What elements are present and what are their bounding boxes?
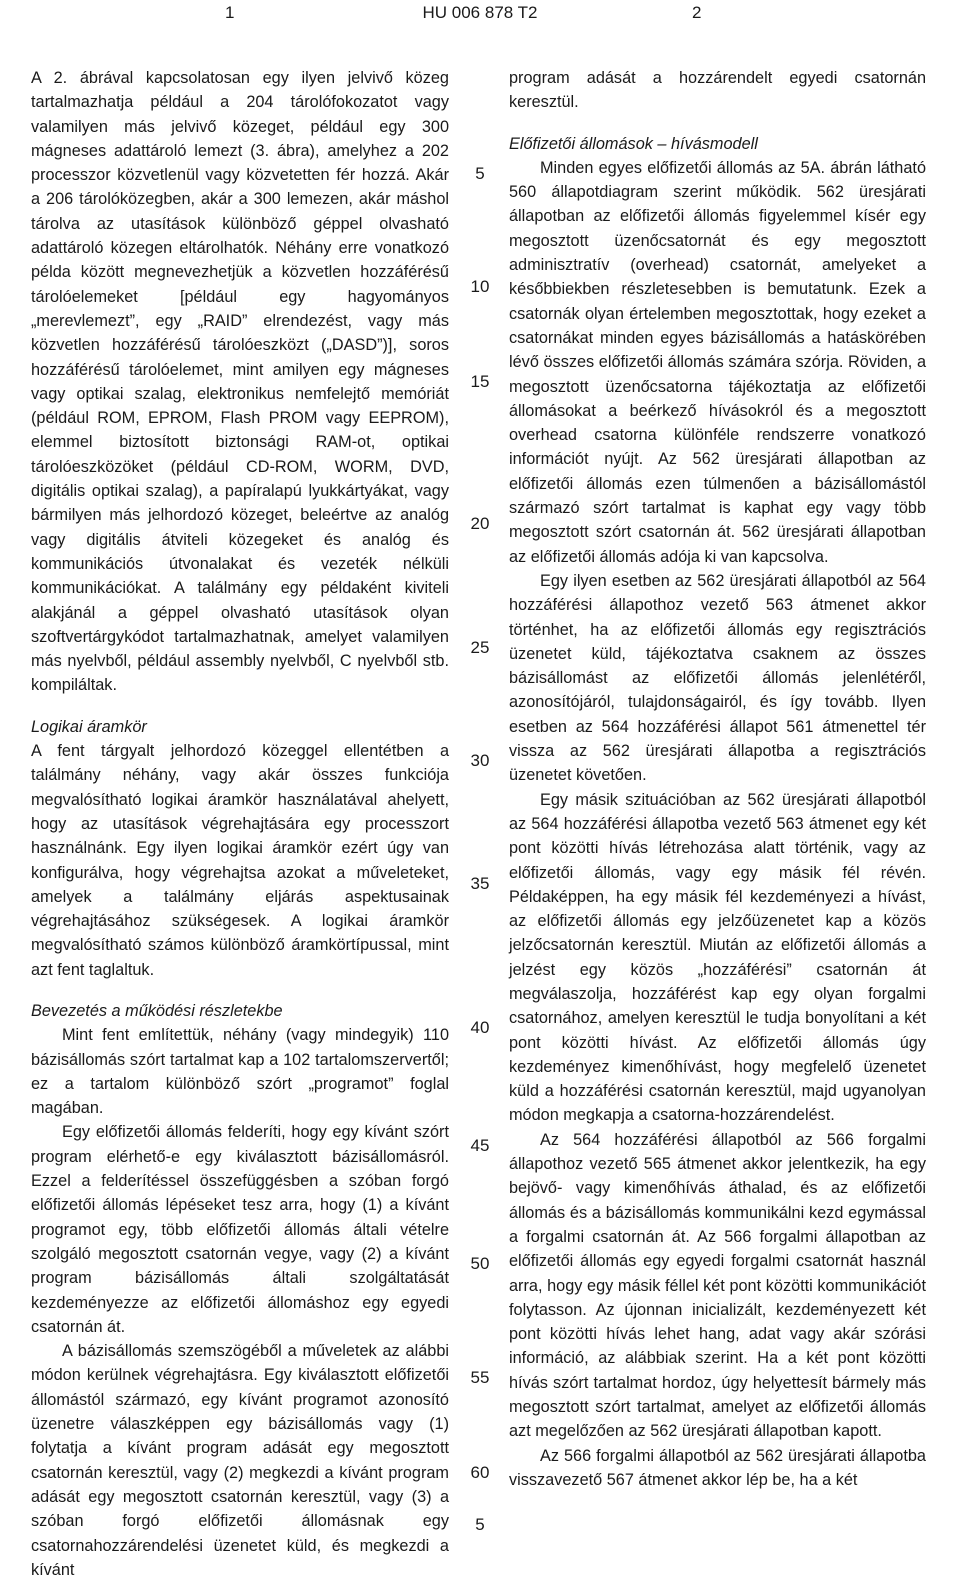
paragraph: Mint fent említettük, néhány (vagy mindegyik) 110 bázisállomás szórt tartalmat kap a 102 tartalomszervertől; ez a tartalom különböző szórt „programot” foglal magában. <box>31 1026 449 1118</box>
paragraph: A fent tárgyalt jelhordozó közeggel ellentétben a találmány néhány, vagy akár összes funkciója megvalósítható logikai áramkör használatával ahelyett, hogy az utasítások végrehajtására egy processzort használnánk. Egy ilyen logikai áramkör ezért úgy van konfigurálva, hogy végrehajtsa azokat a műveleteket, amelyek a találmány eljárás aspektusainak végrehajtásához szükségesek. A logikai áramkör megvalósítható számos különböző áramkörtípussal, mint azt fent taglaltuk. <box>31 742 449 979</box>
left-column <box>31 66 449 1582</box>
line-number: 25 <box>470 638 490 657</box>
line-number: 15 <box>470 372 490 391</box>
paragraph: Minden egyes előfizetői állomás az 5A. ábrán látható 560 állapotdiagram szerint működik. 562 üresjárati állapotban az előfizetői állomás figyelemmel kísér egy megosztott üzenőcsatornát és egy megosztott adminisztratív (overhead) csatornát, amelyeket a későbbiekben részletesebben is bemutatunk. Ezek a csatornák olyan értelemben megosztottak, hogy ezeket a csatornákat minden egyes bázisállomás a hatáskörében lévő összes előfizetői állomás számára szórja. Röviden, a megosztott üzenőcsatorna tájékoztatja az előfizetői állomásokat a beérkező hívásokról és a megosztott overhead csatorna különféle rendszerre vonatkozó információt nyújt. Az 562 üresjárati állapotban az előfizetői állomás ezen túlmenően a bázisállomástól származó szórt tartalmat is kaphat egy vagy több megosztott szórt csatornán át. 562 üresjárati állapotban az előfizetői állomás adója ki van kapcsolva. <box>509 158 926 566</box>
page-number: 5 <box>475 1515 485 1534</box>
paragraph: Egy előfizetői állomás felderíti, hogy egy kívánt szórt program elérhető-e egy kiválasztott bázisállomásról. Ezzel a felderítéssel összefüggésben a szóban forgó előfizetői állomás lépéseket tesz arra, hogy (1) a kívánt programot egy, több előfizetői állomás általi vételre szolgáló megosztott csatornán vegye, vagy (2) a kívánt program bázisállomás általi szolgáltatását kezdeményezze az előfizetői állomáshoz egy egyedi csatornán át. <box>31 1123 449 1336</box>
paragraph: program adását a hozzárendelt egyedi csatornán keresztül. <box>509 69 926 112</box>
line-number: 20 <box>470 514 490 533</box>
paragraph: A 2. ábrával kapcsolatosan egy ilyen jelvivő közeg tartalmazhatja például a 204 tárolófokozatot vagy valamilyen más jelvivő közeget, például egy 300 mágneses adattároló lemezt (3. ábra), amelyhez a 202 processzor közvetlenül vagy közvetetten fér hozzá. Akár a 206 tárolóközegben, akár a 300 lemezen, akár máshol tárolva az utasítások különböző géppel olvasható adattároló közegen eltárolhatók. Néhány erre vonatkozó példa között megnevezhetjük a közvetlen hozzáférésű tárolóelemeket [például egy hagyományos „merevlemezt”, egy „RAID” elrendezést, vagy más közvetlen hozzáférésű tárolóeszközt („DASD”)], soros hozzáférésű tárolóelemet, mint amilyen egy mágneses vagy optikai szalag, elektronikus nemfelejtő memóriát (például ROM, EPROM, Flash PROM vagy EEPROM), elemmel biztosított biztonsági RAM-ot, optikai tárolóeszközöket (például CD-ROM, WORM, DVD, digitális optikai szalag), a papíralapú lyukkártyákat, vagy bármilyen más jelhordozó közeget, beleértve az analóg vagy digitális átviteli közegeket és analóg és kommunikációs útvonalakat és vezeték nélküli kommunikációkat. A találmány egy példaként kiviteli alakjánál a géppel olvasható utasítások olyan szoftvertárgykódot tartalmazhatnak, amelyet valamilyen más nyelvből, például assembly nyelvből, C nyelvből stb. kompiláltak. <box>31 69 449 695</box>
paragraph: Egy ilyen esetben az 562 üresjárati állapotból az 564 hozzáférési állapothoz vezető 563 átmenet akkor történhet, ha az előfizetői állomás egy regisztrációs üzenetet küld, tájékoztatva csaknem az összes bázisállomást az előfizetői állomás jelenlétéről, azonosítójáról, tulajdonságairól, és így tovább. Ilyen esetben az 564 hozzáférési állapot 561 átmenettel tér vissza az 562 üresjárati állapotba a regisztrációs üzenetet követően. <box>509 571 926 785</box>
line-number: 45 <box>470 1136 490 1155</box>
line-number: 10 <box>470 277 490 296</box>
section-heading: Logikai áramkör <box>31 717 147 736</box>
line-number: 50 <box>470 1254 490 1273</box>
header-left-page-number: 1 <box>225 3 235 22</box>
paragraph: Az 566 forgalmi állapotból az 562 üresjárati állapotba visszavezető 567 átmenet akkor lép be, ha a két <box>509 1446 926 1489</box>
line-number: 60 <box>470 1463 490 1482</box>
paragraph: Egy másik szituációban az 562 üresjárati állapotból az 564 hozzáférési állapotba vezető 563 átmenet egy két pont közötti hívás létrehozása alatt történik, vagy az előfizetői állomás, vagy egy másik fél révén. Példaképpen, ha egy másik fél kezdeményezi a hívást, az előfizetői állomás egy jelzőüzenetet kap a közös jelzőcsatornán keresztül. Miután az előfizetői állomás a jelzést egy közös „hozzáférési” csatornán át megválaszolja, hozzáférést kap egy olyan forgalmi csatornához, amelyen keresztül le tudja bonyolítani a két pont közötti hívást. Az előfizetői állomás úgy kezdeményez kimenőhívást, hogy megfelelő üzenetet küld a hozzáférési csatornán keresztül, majd ugyanolyan módon megkapja a csatorna-hozzárendelést. <box>509 790 926 1125</box>
line-number: 55 <box>470 1368 490 1387</box>
header-right-page-number: 2 <box>692 3 702 22</box>
document-number: HU 006 878 T2 <box>422 3 538 22</box>
paragraph: A bázisállomás szemszögéből a műveletek az alábbi módon kerülnek végrehajtásra. Egy kiválasztott előfizetői állomástól származó, egy kívánt programot azonosító üzenetre válaszképpen egy bázisállomás vagy (1) folytatja a kívánt program adását egy megosztott csatornán keresztül, vagy (2) megkezdi a kívánt program adását egy megosztott csatornán keresztül, vagy (3) a szóban forgó előfizetői állomásnak egy csatornahozzárendelési üzenetet küld, és megkezdi a kívánt <box>31 1342 449 1579</box>
paragraph: Az 564 hozzáférési állapotból az 566 forgalmi állapothoz vezető 565 átmenet akkor jelentkezik, ha egy bejövő- vagy kimenőhívás áthalad, és az előfizetői állomás és a bázisállomás kommunikálni kezd egymással a forgalmi csatornán át. Az 566 forgalmi állapotban az előfizetői állomás egy egyedi forgalmi csatornát használ arra, hogy egy másik féllel két pont közötti kommunikációt folytasson. Az újonnan inicializált, kezdeményezett két pont közötti hívás lehet hang, adat vagy akár szórási információ, az alábbiak szerint. Ha a két pont közötti hívás szórt tartalmat hordoz, úgy helyettesít bármely más megosztott szórt tartalmat, amelyet az előfizetői állomás azt megelőzően az 562 üresjárati állapotban kapott. <box>509 1130 926 1441</box>
section-heading: Bevezetés a működési részletekbe <box>31 1001 283 1020</box>
line-number: 5 <box>475 164 485 183</box>
line-number: 35 <box>470 874 490 893</box>
section-heading: Előfizetői állomások – hívásmodell <box>509 134 758 153</box>
line-number: 30 <box>470 751 490 770</box>
right-column <box>509 66 926 1492</box>
line-number: 40 <box>470 1018 490 1037</box>
